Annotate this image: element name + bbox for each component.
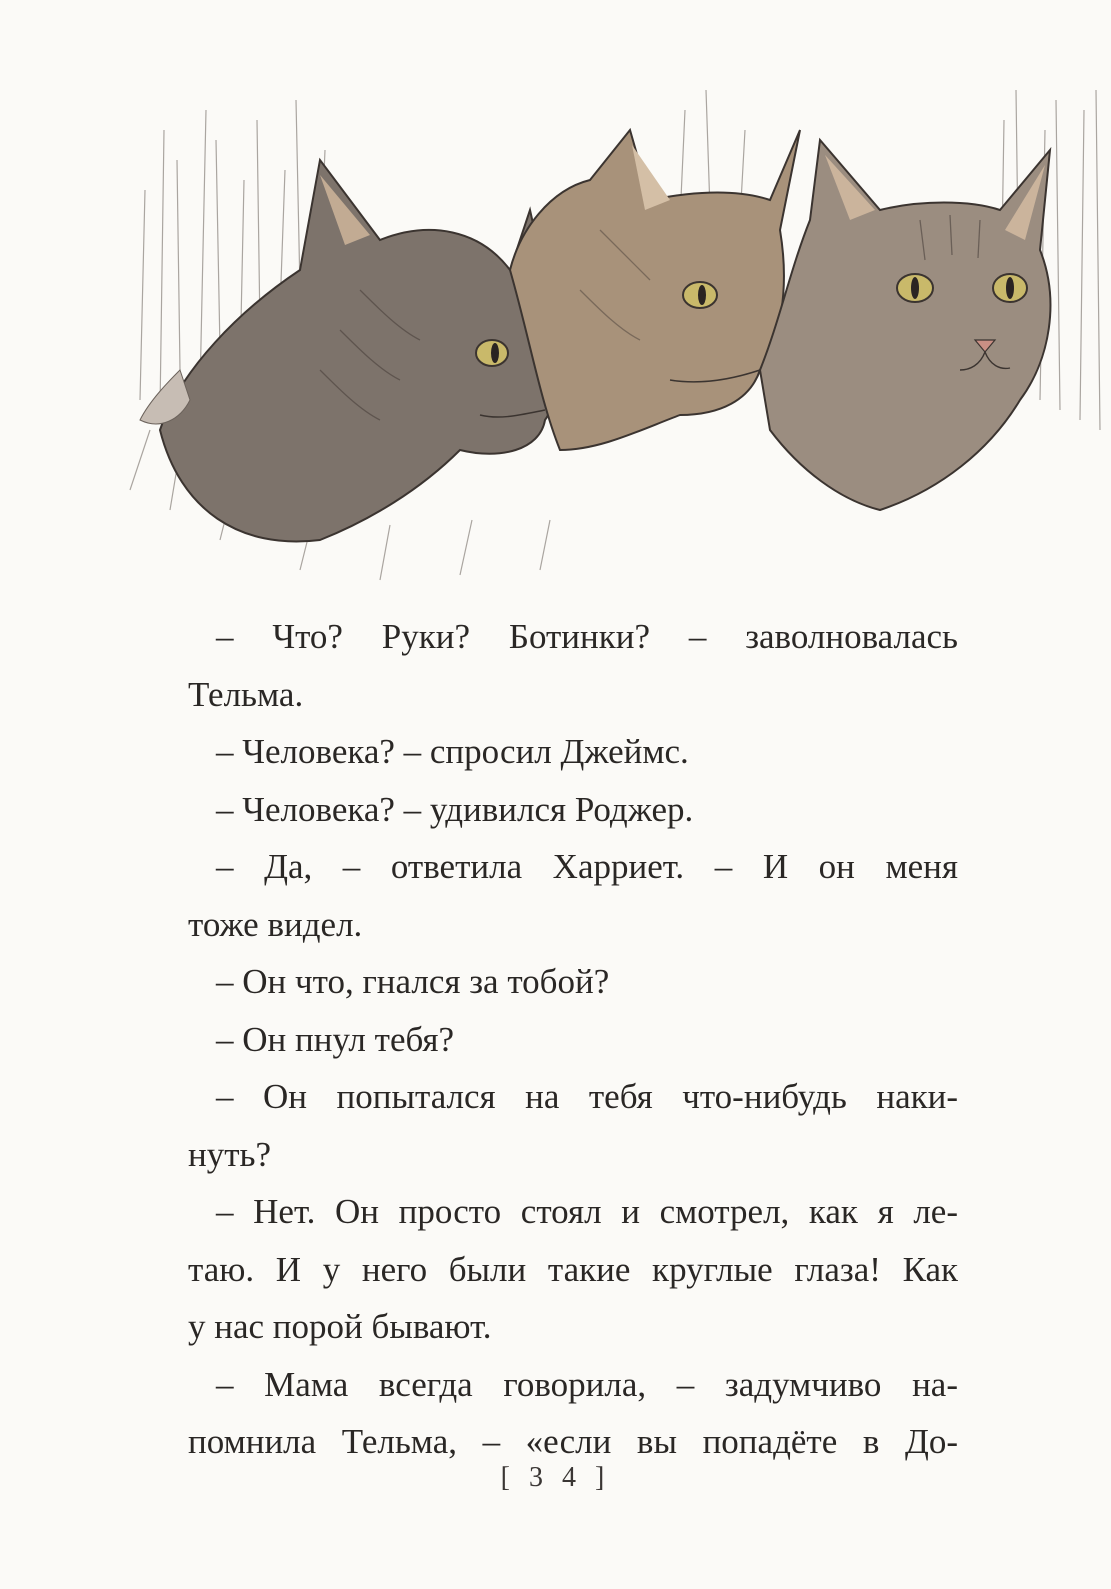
cats-drawing xyxy=(120,70,1111,590)
text-line: Тельма. xyxy=(188,674,304,714)
page-number: [ 3 4 ] xyxy=(500,1462,611,1493)
text-line: – Нет. Он просто стоял и смотрел, как я ле- xyxy=(216,1192,958,1231)
text-line: – Да, – ответила Харриет. – И он меня xyxy=(216,847,958,886)
text-line: – Он что, гнался за тобой? xyxy=(216,962,610,1001)
cat-right xyxy=(760,140,1050,510)
text-line: нуть? xyxy=(188,1134,272,1174)
text-line: – Человека? – спросил Джеймс. xyxy=(216,732,689,771)
cat-left xyxy=(140,160,553,542)
text-line: – Что? Руки? Ботинки? – заволновалась xyxy=(216,617,958,656)
text-line: у нас порой бывают. xyxy=(188,1307,492,1346)
text-line: тоже видел. xyxy=(188,904,363,944)
text-line: таю. И у него были такие круглые глаза! Как xyxy=(188,1249,958,1289)
cats-illustration xyxy=(120,70,1111,590)
cat-middle xyxy=(510,130,800,450)
story-text xyxy=(188,608,958,1471)
text-line: – Он пнул тебя? xyxy=(216,1019,455,1059)
text-line: – Он попытался на тебя что-нибудь наки- xyxy=(216,1077,958,1116)
text-line: – Мама всегда говорила, – задумчиво на- xyxy=(216,1364,958,1404)
text-line: помнила Тельма, – «если вы попадёте в До- xyxy=(188,1422,958,1461)
text-line: – Человека? – удивился Роджер. xyxy=(216,789,694,829)
